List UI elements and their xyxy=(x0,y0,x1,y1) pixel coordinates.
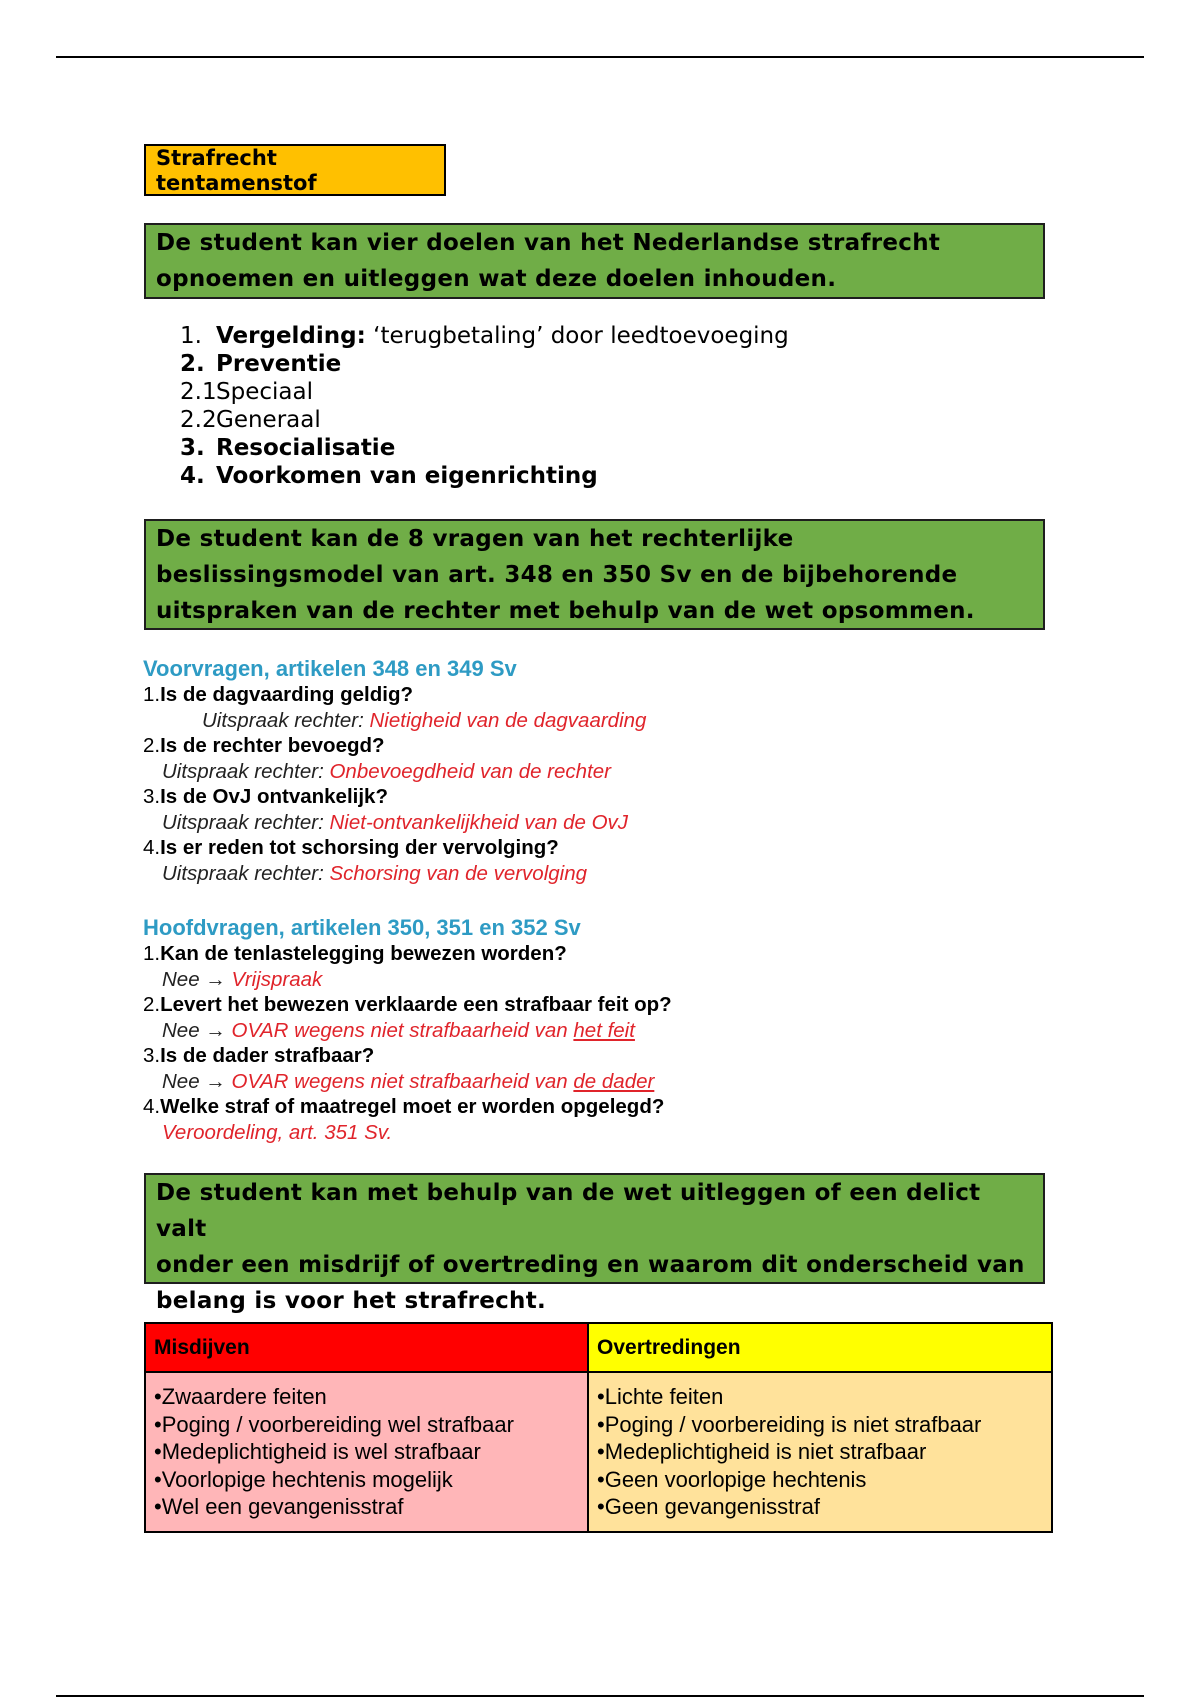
objective-3-line-2: onder een misdrijf of overtreding en waarom dit onderscheid van xyxy=(156,1252,1025,1278)
voorvraag-answer-4 xyxy=(143,861,646,887)
arrow-icon: → xyxy=(205,967,226,991)
answer-label: Uitspraak rechter: xyxy=(162,810,324,834)
goal-item-4 xyxy=(180,462,789,490)
title-line-2: tentamenstof xyxy=(156,171,317,195)
misdrijven-header: Misdijven xyxy=(145,1323,588,1372)
answer-text: OVAR wegens niet strafbaarheid van xyxy=(231,1069,574,1093)
question-number: 3. xyxy=(143,1044,161,1067)
top-rule xyxy=(56,56,1144,58)
no-label: Nee xyxy=(162,1069,200,1093)
question-text: Levert het bewezen verklaarde een strafbaar feit op? xyxy=(160,993,672,1016)
goal-item-1 xyxy=(180,322,789,350)
objective-3-line-1: De student kan met behulp van de wet uitleggen of een delict valt xyxy=(156,1180,981,1242)
goal-number: 2. xyxy=(180,351,205,377)
answer-text: Niet-ontvankelijkheid van de OvJ xyxy=(329,810,629,834)
question-text: Kan de tenlastelegging bewezen worden? xyxy=(160,942,567,965)
objective-1-line-1: De student kan vier doelen van het Nederlandse strafrecht xyxy=(156,230,941,256)
bottom-rule xyxy=(56,1695,1144,1697)
goal-number: 2.1 xyxy=(180,379,217,405)
answer-text: Nietigheid van de dagvaarding xyxy=(369,708,647,732)
goal-item-2-2 xyxy=(180,406,789,434)
voorvraag-answer-2 xyxy=(143,759,646,785)
objective-2-line-1: De student kan de 8 vragen van het rechterlijke xyxy=(156,526,794,552)
hoofdvragen-section xyxy=(143,914,672,1145)
voorvraag-question-1 xyxy=(143,682,646,708)
question-number: 1. xyxy=(143,683,161,706)
misdrijven-cell xyxy=(145,1372,588,1532)
answer-label: Uitspraak rechter: xyxy=(162,861,324,885)
goal-text: ‘terugbetaling’ door leedtoevoeging xyxy=(365,323,789,349)
question-text: Welke straf of maatregel moet er worden opgelegd? xyxy=(160,1095,665,1118)
overtredingen-cell xyxy=(588,1372,1052,1532)
hoofdvragen-heading: Hoofdvragen, artikelen 350, 351 en 352 Sv xyxy=(143,915,581,940)
voorvraag-answer-1 xyxy=(143,708,646,734)
voorvragen-section xyxy=(143,655,646,886)
list-item: •Wel een gevangenisstraf xyxy=(154,1494,404,1519)
list-item: •Medeplichtigheid is wel strafbaar xyxy=(154,1439,481,1464)
answer-label: Uitspraak rechter: xyxy=(162,759,324,783)
goal-number: 1. xyxy=(180,323,202,349)
goal-text: Speciaal xyxy=(216,379,313,405)
goal-number: 4. xyxy=(180,463,205,489)
voorvraag-question-3 xyxy=(143,784,646,810)
goal-number: 3. xyxy=(180,435,205,461)
voorvraag-answer-3 xyxy=(143,810,646,836)
hoofdvraag-question-3 xyxy=(143,1043,672,1069)
answer-label: Uitspraak rechter: xyxy=(202,708,364,732)
objective-1-line-2: opnoemen en uitleggen wat deze doelen inhouden. xyxy=(156,266,837,292)
voorvragen-heading: Voorvragen, artikelen 348 en 349 Sv xyxy=(143,656,517,681)
hoofdvraag-question-4 xyxy=(143,1094,672,1120)
goal-text: Generaal xyxy=(216,407,321,433)
hoofdvraag-answer-2 xyxy=(143,1018,672,1044)
answer-text: Vrijspraak xyxy=(231,967,323,991)
no-label: Nee xyxy=(162,967,200,991)
misdrijven-overtredingen-table xyxy=(144,1322,1053,1533)
goal-label: Voorkomen van eigenrichting xyxy=(216,463,598,489)
goal-number: 2.2 xyxy=(180,407,217,433)
list-item: •Poging / voorbereiding is niet strafbaar xyxy=(597,1411,982,1437)
hoofdvraag-answer-1 xyxy=(143,967,672,993)
question-number: 4. xyxy=(143,1095,161,1118)
voorvraag-question-2 xyxy=(143,733,646,759)
answer-text: Schorsing van de vervolging xyxy=(329,861,588,885)
objective-3-line-3: belang is voor het strafrecht. xyxy=(156,1288,547,1314)
question-text: Is de rechter bevoegd? xyxy=(160,734,385,757)
overtredingen-header: Overtredingen xyxy=(588,1323,1052,1372)
question-number: 2. xyxy=(143,734,161,757)
arrow-icon: → xyxy=(205,1018,226,1042)
objective-2-line-2: beslissingsmodel van art. 348 en 350 Sv en de bijbehorende xyxy=(156,562,958,588)
answer-text: Veroordeling, art. 351 Sv. xyxy=(162,1120,393,1144)
question-number: 4. xyxy=(143,836,161,859)
learning-objective-1 xyxy=(144,223,1045,299)
goal-label: Preventie xyxy=(216,351,342,377)
goal-item-3 xyxy=(180,434,789,462)
question-text: Is de OvJ ontvankelijk? xyxy=(160,785,388,808)
goal-item-2 xyxy=(180,350,789,378)
learning-objective-3 xyxy=(144,1173,1045,1314)
question-text: Is de dagvaarding geldig? xyxy=(160,683,413,706)
hoofdvraag-answer-3 xyxy=(143,1069,672,1095)
answer-text: OVAR wegens niet strafbaarheid van xyxy=(231,1018,574,1042)
answer-underlined-text: het feit xyxy=(573,1018,635,1042)
goal-label: Resocialisatie xyxy=(216,435,396,461)
goal-label: Vergelding: xyxy=(216,323,366,349)
list-item: •Geen voorlopige hechtenis xyxy=(597,1466,867,1492)
table-header-row xyxy=(145,1323,1052,1372)
question-number: 1. xyxy=(143,942,161,965)
arrow-icon: → xyxy=(205,1069,226,1093)
table-row xyxy=(145,1372,1052,1532)
list-item: •Geen gevangenisstraf xyxy=(597,1494,820,1519)
goal-item-2-1 xyxy=(180,378,789,406)
question-number: 3. xyxy=(143,785,161,808)
no-label: Nee xyxy=(162,1018,200,1042)
question-text: Is er reden tot schorsing der vervolging? xyxy=(160,836,559,859)
list-item: •Lichte feiten xyxy=(597,1384,724,1409)
hoofdvraag-question-1 xyxy=(143,941,672,967)
list-item: •Voorlopige hechtenis mogelijk xyxy=(154,1466,453,1492)
title-line-1: Strafrecht xyxy=(156,146,277,170)
hoofdvraag-question-2 xyxy=(143,992,672,1018)
question-text: Is de dader strafbaar? xyxy=(160,1044,375,1067)
learning-objective-2 xyxy=(144,519,1045,630)
answer-text: Onbevoegdheid van de rechter xyxy=(329,759,611,783)
goals-list xyxy=(180,322,789,490)
list-item: •Poging / voorbereiding wel strafbaar xyxy=(154,1411,514,1437)
list-item: •Zwaardere feiten xyxy=(154,1384,327,1409)
answer-underlined-text: de dader xyxy=(573,1069,655,1093)
document-title-box xyxy=(144,144,446,196)
objective-2-line-3: uitspraken van de rechter met behulp van de wet opsommen. xyxy=(156,598,975,624)
voorvraag-question-4 xyxy=(143,835,646,861)
hoofdvraag-answer-4 xyxy=(143,1120,672,1146)
question-number: 2. xyxy=(143,993,161,1016)
list-item: •Medeplichtigheid is niet strafbaar xyxy=(597,1439,927,1464)
